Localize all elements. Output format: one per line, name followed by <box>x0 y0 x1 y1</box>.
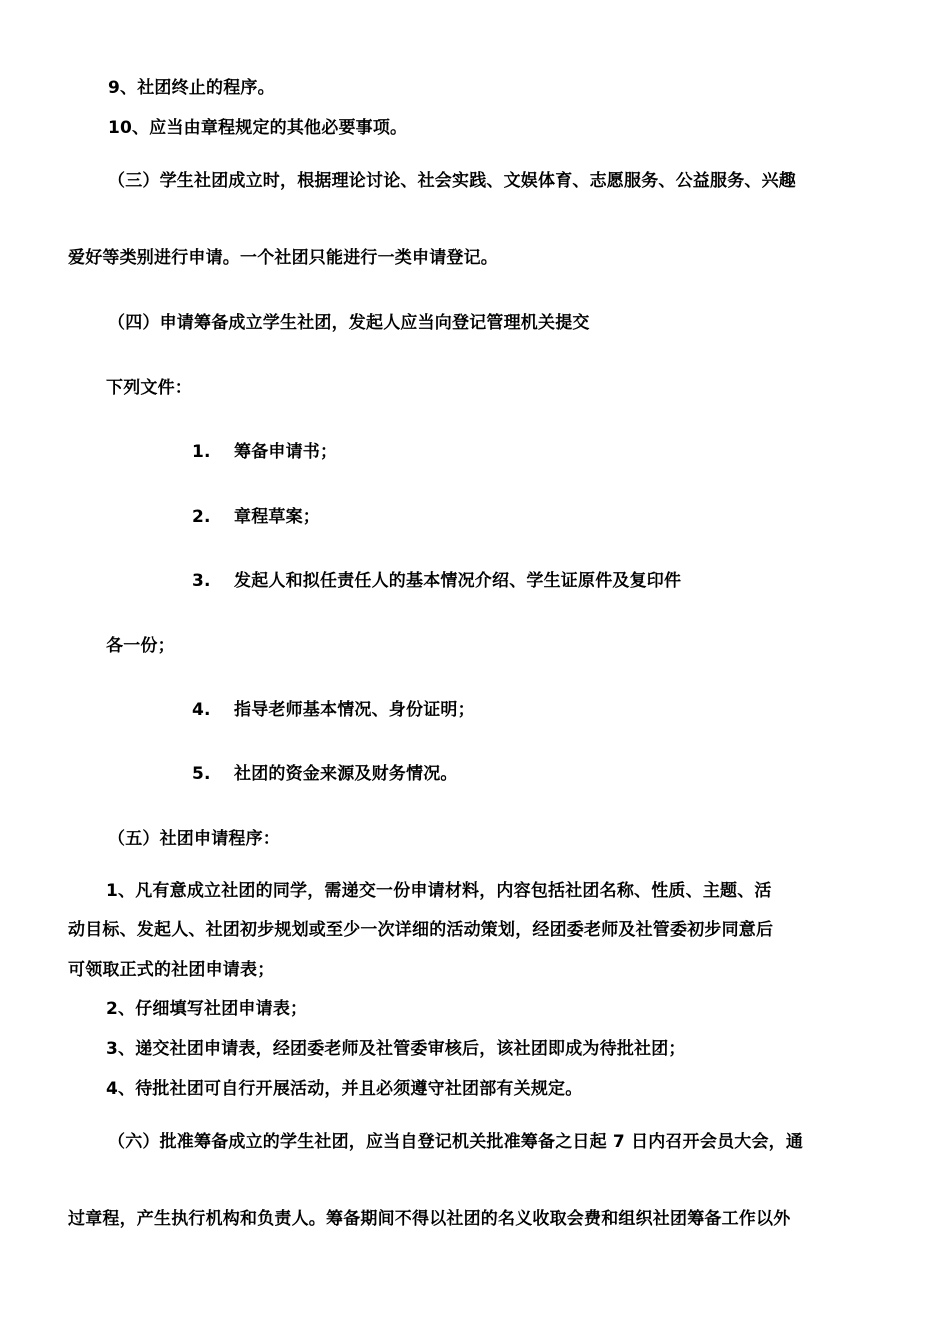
procedure-step-1-continuation: 可领取正式的社团申请表； <box>68 960 275 980</box>
list-item-text: 筹备申请书； <box>234 442 338 462</box>
clause-9: 9、社团终止的程序。 <box>108 78 275 98</box>
section-4-continuation: 下列文件： <box>106 378 192 398</box>
list-item-text: 社团的资金来源及财务情况。 <box>234 764 458 784</box>
list-item-number: 3. <box>192 571 211 591</box>
procedure-step-2: 2、仔细填写社团申请表； <box>106 999 308 1019</box>
section-4-heading: （四）申请筹备成立学生社团，发起人应当向登记管理机关提交 <box>108 313 590 333</box>
list-item-text: 章程草案； <box>234 507 320 527</box>
list-item <box>192 505 320 529</box>
list-item-number: 1. <box>192 442 211 462</box>
list-item-continuation: 各一份； <box>106 636 175 656</box>
list-item <box>192 440 337 464</box>
list-item <box>192 698 475 722</box>
list-item-number: 2. <box>192 507 211 527</box>
list-item-number: 5. <box>192 764 211 784</box>
list-item-number: 4. <box>192 700 211 720</box>
list-item <box>192 762 458 786</box>
clause-10: 10、应当由章程规定的其他必要事项。 <box>108 118 408 138</box>
section-6-continuation: 过章程，产生执行机构和负责人。筹备期间不得以社团的名义收取会费和组织社团筹备工作以外 <box>68 1209 791 1229</box>
procedure-step-3: 3、递交社团申请表，经团委老师及社管委审核后，该社团即成为待批社团； <box>106 1039 686 1059</box>
list-item <box>192 569 681 593</box>
procedure-step-1-continuation: 动目标、发起人、社团初步规划或至少一次详细的活动策划，经团委老师及社管委初步同意后 <box>68 920 774 940</box>
section-5-heading: （五）社团申请程序： <box>108 829 280 849</box>
list-item-text: 指导老师基本情况、身份证明； <box>234 700 475 720</box>
section-3-continuation: 爱好等类别进行申请。一个社团只能进行一类申请登记。 <box>68 248 498 268</box>
list-item-text: 发起人和拟任责任人的基本情况介绍、学生证原件及复印件 <box>234 571 682 591</box>
procedure-step-1: 1、凡有意成立社团的同学，需递交一份申请材料，内容包括社团名称、性质、主题、活 <box>106 881 772 901</box>
section-3-heading: （三）学生社团成立时，根据理论讨论、社会实践、文娱体育、志愿服务、公益服务、兴趣 <box>108 171 796 191</box>
procedure-step-4: 4、待批社团可自行开展活动，并且必须遵守社团部有关规定。 <box>106 1079 583 1099</box>
section-6-heading: （六）批准筹备成立的学生社团，应当自登记机关批准筹备之日起 7 日内召开会员大会，通 <box>108 1132 804 1152</box>
